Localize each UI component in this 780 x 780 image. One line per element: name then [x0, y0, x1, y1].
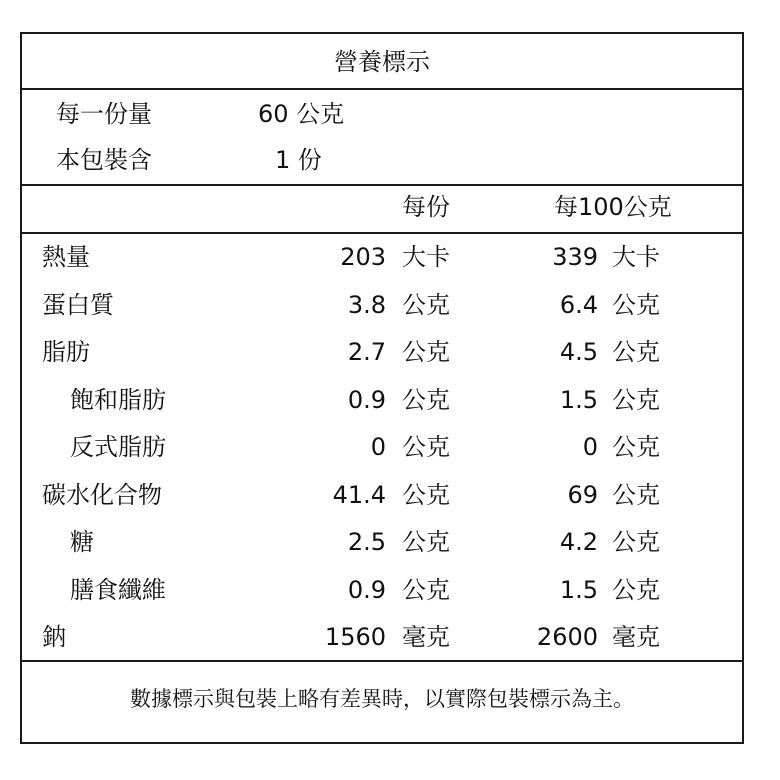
nutrient-name: 膳食纖維 [70, 575, 166, 604]
per-serving-value: 2.5 [347, 528, 386, 556]
per-100g-value: 1.5 [559, 575, 598, 604]
divider [22, 660, 742, 662]
nutrient-name: 飽和脂肪 [70, 385, 166, 414]
nutrient-name: 碳水化合物 [42, 480, 162, 509]
per-100g-value: 6.4 [559, 290, 598, 319]
per-100g-value: 339 [552, 243, 598, 271]
divider [22, 88, 742, 90]
servings-per-package-label: 本包裝含 [56, 146, 152, 174]
nutrient-row [22, 519, 742, 566]
per-100g-value: 69 [567, 480, 598, 509]
per-serving-unit: 大卡 [402, 243, 450, 271]
per-100g-unit: 大卡 [612, 243, 660, 271]
per-100g-unit: 公克 [612, 385, 660, 414]
nutrient-row [22, 472, 742, 519]
nutrient-name: 蛋白質 [42, 290, 114, 319]
per-100g-value: 4.2 [559, 528, 598, 556]
footnote: 數據標示與包裝上略有差異時，以實際包裝標示為主。 [130, 687, 634, 711]
per-100g-unit: 公克 [612, 433, 660, 461]
nutrient-row [22, 424, 742, 471]
per-100g-unit: 公克 [612, 528, 660, 556]
nutrient-row [22, 567, 742, 614]
servings-per-package-value: 1 份 [275, 146, 322, 174]
per-serving-value: 2.7 [347, 338, 386, 366]
per-100g-value: 0 [582, 433, 598, 461]
nutrient-name: 脂肪 [42, 338, 90, 366]
per-serving-unit: 公克 [402, 528, 450, 556]
per-serving-unit: 公克 [402, 338, 450, 366]
per-serving-unit: 公克 [402, 480, 450, 509]
nutrient-row [22, 614, 742, 661]
column-header-per-100g: 每100公克 [554, 193, 672, 221]
per-100g-value: 4.5 [559, 338, 598, 366]
nutrient-name: 鈉 [42, 623, 66, 651]
nutrition-label [20, 32, 744, 744]
per-serving-value: 41.4 [332, 480, 386, 509]
nutrient-name: 熱量 [42, 243, 90, 271]
column-header-per-serving: 每份 [402, 193, 450, 221]
per-100g-value: 1.5 [559, 385, 598, 414]
per-serving-value: 0.9 [347, 385, 386, 414]
per-serving-value: 1560 [324, 623, 386, 651]
per-100g-unit: 公克 [612, 480, 660, 509]
nutrient-row [22, 329, 742, 376]
nutrient-name: 糖 [70, 528, 94, 556]
per-serving-value: 0 [370, 433, 386, 461]
serving-size-row [22, 92, 742, 136]
per-100g-unit: 公克 [612, 575, 660, 604]
per-100g-unit: 毫克 [612, 623, 660, 651]
per-serving-unit: 公克 [402, 575, 450, 604]
per-serving-value: 203 [340, 243, 386, 271]
per-serving-unit: 毫克 [402, 623, 450, 651]
serving-size-value: 60 公克 [258, 100, 345, 128]
per-serving-unit: 公克 [402, 433, 450, 461]
label-title: 營養標示 [334, 48, 430, 76]
serving-size-label: 每一份量 [56, 100, 152, 128]
nutrient-row [22, 377, 742, 424]
servings-per-package-row [22, 138, 742, 182]
per-serving-value: 3.8 [347, 290, 386, 319]
nutrient-row [22, 234, 742, 281]
nutrient-name: 反式脂肪 [70, 433, 166, 461]
per-serving-unit: 公克 [402, 290, 450, 319]
per-100g-unit: 公克 [612, 338, 660, 366]
per-100g-value: 2600 [536, 623, 598, 651]
per-serving-value: 0.9 [347, 575, 386, 604]
nutrient-row [22, 282, 742, 329]
per-serving-unit: 公克 [402, 385, 450, 414]
per-100g-unit: 公克 [612, 290, 660, 319]
